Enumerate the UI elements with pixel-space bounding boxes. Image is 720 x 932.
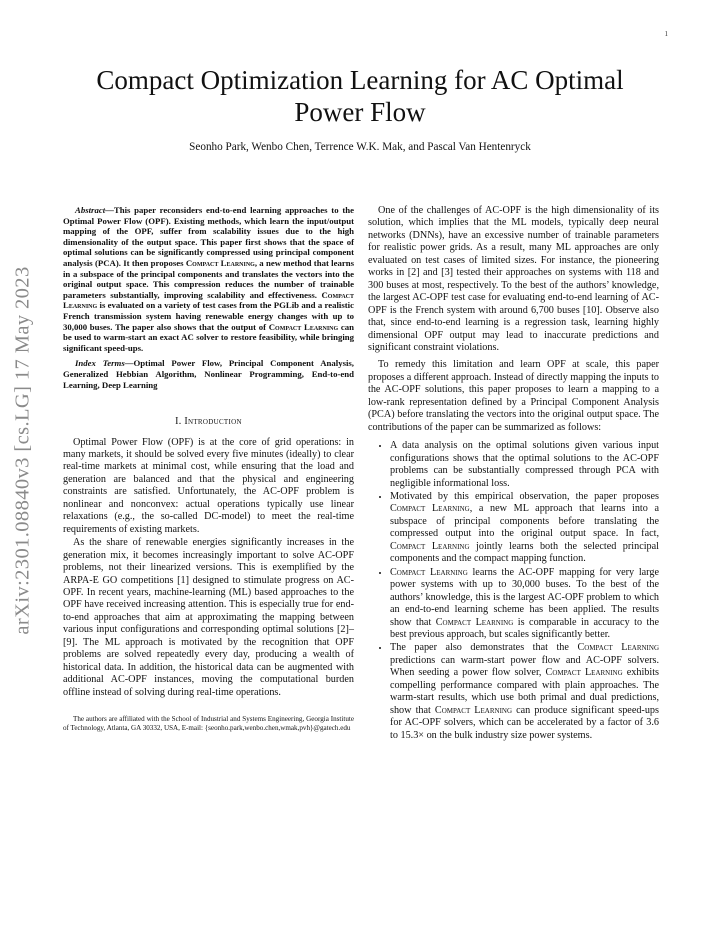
- abstract-text-4: can be used to warm-start an exact AC solver to restore feasibility, while bringing significant speed-ups.: [63, 321, 354, 353]
- index-terms-text: —Optimal Power Flow, Principal Component Analysis, Generalized Hebbian Algorithm, Nonlinear Programming, End-to-end Learning, Deep Learning: [63, 358, 354, 390]
- right-paragraph-2: To remedy this limitation and learn OPF at scale, this paper proposes a different approach. Instead of directly mapping the inputs to the AC-OPF solutions, this paper proposes to learn a mapping to a low-rank representation defined by a Principal Component Analysis (PCA) before translating the vectors into the original output space. The contributions of the paper can be summarized as follows:: [368, 359, 659, 433]
- abstract-lead: Abstract: [75, 205, 106, 215]
- contribution-list: [368, 440, 659, 742]
- intro-paragraph-2: As the share of renewable energies significantly increases in the generation mix, it becomes increasingly important to solve AC-OPF problems, not their linearized versions. This is exemplified by the ARPA-E GO competitions [1] designed to stimulate progress on AC-OPF. In recent years, machine-learning (ML) based approaches to the OPF have received increasing attention. This is especially true for end-to-end approaches that aim at approximating the mapping between various input configurations and corresponding optimal solutions [2]–[9]. The ML approach is motivated by the recognition that OPF problems are solved repeatedly every day, producing a wealth of historical data. In addition, the historical data can be augmented with additional AC-OPF instances, moving the computational burden offline instead of solving during real-time operations.: [63, 537, 354, 698]
- contribution-4-text: can produce significant speed-ups for AC-OPF solvers, which can be accelerated by a factor of 3.6 to 15.3× on the bulk industry size power systems.: [390, 704, 659, 741]
- contribution-3-text: learns the AC-OPF mapping for very large power systems with up to 30,000 buses. To the best of the authors’ knowledge, this is the largest AC-OPF problem to which an end-to-end learning scheme has been applied. The results show that: [390, 566, 660, 628]
- arxiv-stamp-text: arXiv:2301.08840v3 [cs.LG] 17 May 2023: [11, 265, 34, 635]
- method-name: Compact Learning: [434, 704, 513, 716]
- method-name: Compact Learning: [435, 616, 514, 628]
- right-column: [368, 205, 659, 743]
- author-list: Seonho Park, Wenbo Chen, Terrence W.K. Mak, and Pascal Van Hentenryck: [189, 141, 531, 153]
- contribution-2-text: , a new ML approach that learns into a subspace of principal components before translating the compressed output into the original output space. In fact,: [390, 503, 660, 540]
- paper-title: Compact Optimization Learning for AC Optimal Power Flow: [96, 65, 624, 127]
- list-item: [390, 440, 659, 490]
- abstract-text-3: is evaluated on a variety of test cases from the PGLib and a realistic French transmission system having renewable energy changes with up to 30,000 buses. The paper also shows that the output of: [63, 300, 354, 332]
- method-name: Compact Learning: [577, 642, 659, 654]
- right-paragraph-1: One of the challenges of AC-OPF is the high dimensionality of its solution, which implies that the ML models, typically deep neural networks (DNNs), have an excessive number of trainable parameters for realistic power grids. As a result, many ML approaches are only evaluated on test cases of limited sizes. For instance, the pioneering works in [2] and [3] tested their approaches on systems with 118 and 300 buses at most, respectively. To the best of the authors’ knowledge, the largest AC-OPF test case for evaluating end-to-end learning of AC-OPF is the French system with around 6,700 buses [10]. Observe also that, since end-to-end learning is a regression task, learning highly dimensional OPF output may lead to inaccurate predictions and significant constraint violations.: [368, 205, 659, 353]
- abstract: [63, 205, 354, 353]
- contribution-1: A data analysis on the optimal solutions given various input configurations shows that the optimal solutions to the AC-OPF problems can be substantially compressed through PCA with negligible informational loss.: [390, 440, 659, 489]
- method-name: Compact Learning: [390, 540, 470, 552]
- contribution-4-text: predictions can warm-start power flow and AC-OPF solvers. When seeding a power flow solver,: [390, 654, 659, 679]
- list-item: [390, 567, 659, 642]
- contribution-2-text: Motivated by this empirical observation, the paper proposes: [390, 490, 659, 502]
- list-item: [390, 491, 659, 566]
- page-number: 1: [664, 30, 668, 38]
- contribution-4-text: exhibits compelling performance compared with plain approaches. The warm-start results, which use both primal and dual predictions, show that: [390, 667, 659, 716]
- section-heading: I. Introduction: [175, 416, 242, 428]
- index-terms-lead: Index Terms: [75, 358, 125, 369]
- abstract-text-2: , a new method that learns in a subspace of the principal components and translates the vectors into the original output space. This compression reduces the number of trainable parameters substantially, improving scalability and effectiveness.: [63, 257, 354, 300]
- left-column: [63, 205, 354, 732]
- index-terms: [63, 358, 354, 390]
- method-name: Compact Learning: [545, 667, 623, 679]
- contribution-4-text: The paper also demonstrates that the: [390, 642, 578, 654]
- arxiv-stamp: [0, 240, 46, 660]
- method-name: Compact Learning: [185, 257, 255, 268]
- contribution-3-text: is comparable in accuracy to the best previous approach, but scales significantly better.: [390, 616, 659, 640]
- list-item: [390, 642, 659, 742]
- method-name: Compact Learning: [268, 321, 339, 332]
- author-affiliation-footnote: The authors are affiliated with the School of Industrial and Systems Engineering, Georgia Institute of Technology, Atlanta, GA 30332, USA, E-mail: {seonho.park,wenbo.chen,wmak,pvh}@gatech.edu: [63, 715, 354, 732]
- method-name: Compact Learning: [390, 503, 470, 515]
- contribution-2-text: jointly learns both the selected principal components and the compact mapping function.: [390, 540, 660, 565]
- abstract-text-1: —This paper reconsiders end-to-end learning approaches to the Optimal Power Flow (OPF). Existing methods, which learn the input/output mapping of the OPF, suffer from scalability issues due to the high dimensionality of the output space. This paper first shows that the space of optimal solutions can be significantly compressed using principal component analysis (PCA). It then proposes: [63, 205, 354, 268]
- intro-paragraph-1: Optimal Power Flow (OPF) is at the core of grid operations: in many markets, it should be solved every five minutes (ideally) to clear real-time markets at minimal cost, while ensuring that the load and generation are balanced and that the physical and engineering constraints are satisfied. Unfortunately, the AC-OPF problem is nonlinear and nonconvex: actual operations typically use linear relaxations (e.g., the so-called DC-model) to meet the real-time requirements of existing markets.: [63, 436, 354, 535]
- method-name: Compact Learning: [390, 566, 468, 578]
- method-name: Compact Learning: [63, 289, 354, 311]
